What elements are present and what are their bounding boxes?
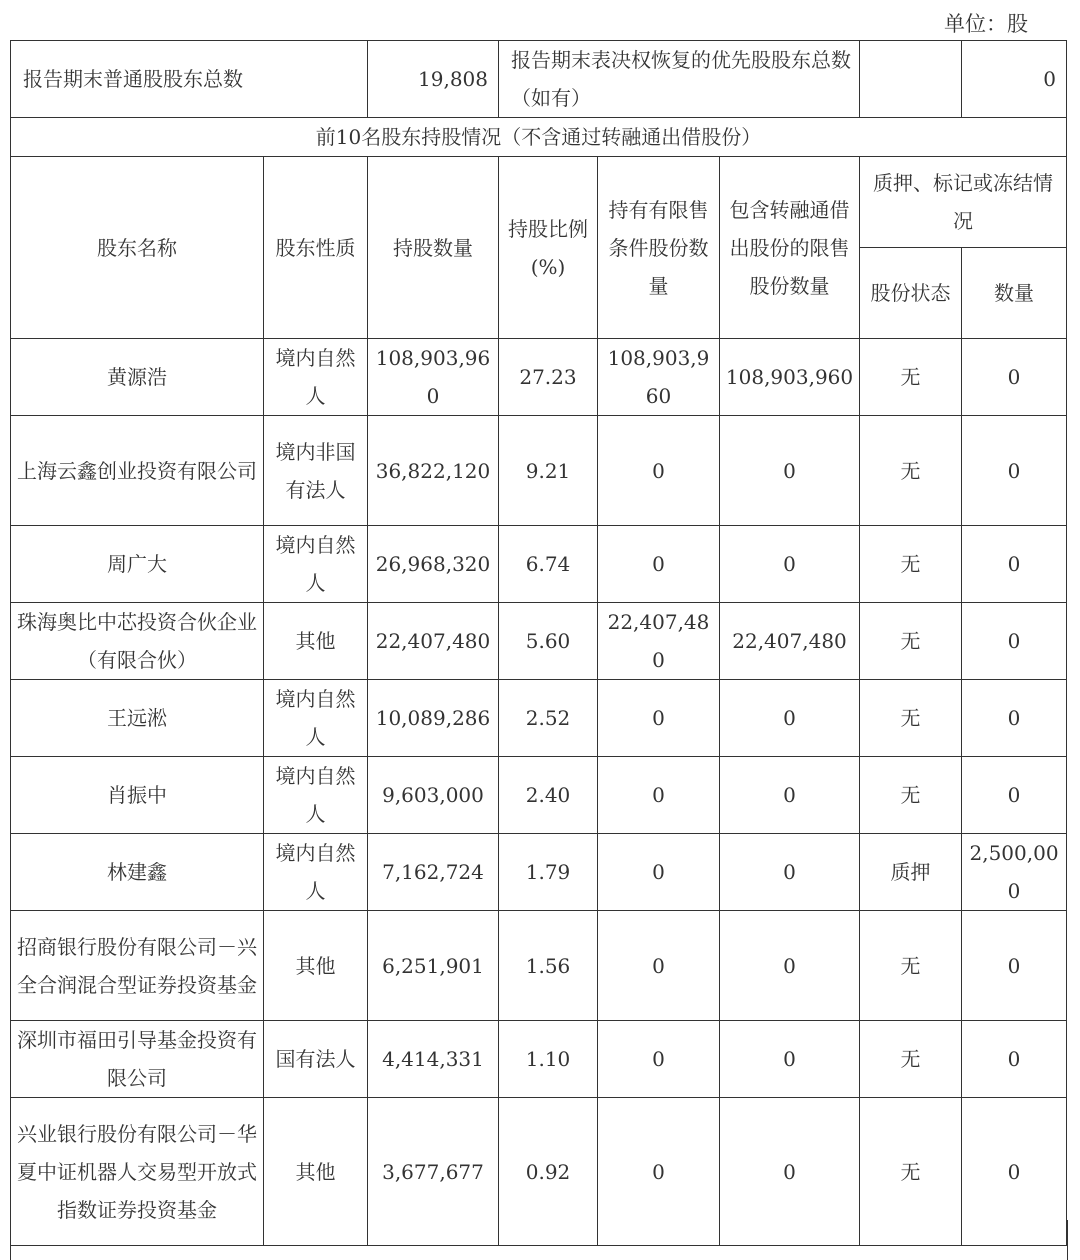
cell-lent: 0	[720, 757, 860, 834]
preferred-holders-value: 0	[962, 41, 1067, 118]
unit-label: 单位：股	[944, 12, 1028, 36]
cell-qty: 0	[962, 1098, 1067, 1246]
cell-status: 无	[860, 1021, 962, 1098]
cell-qty: 0	[962, 603, 1067, 680]
table-row	[11, 834, 1067, 911]
cell-qty: 0	[962, 416, 1067, 526]
cell-shares: 9,603,000	[368, 757, 499, 834]
table-row	[11, 680, 1067, 757]
cell-ratio: 6.74	[499, 526, 598, 603]
section-title-row	[11, 118, 1067, 157]
cell-nature: 境内自然人	[264, 339, 368, 416]
cell-ratio: 1.10	[499, 1021, 598, 1098]
header-pledge-status: 股份状态	[860, 248, 962, 339]
header-lent: 包含转融通借出股份的限售股份数量	[720, 157, 860, 339]
table-row	[11, 416, 1067, 526]
cell-lent: 0	[720, 416, 860, 526]
cell-shares: 22,407,480	[368, 603, 499, 680]
cell-ratio: 1.56	[499, 911, 598, 1021]
cell-restricted: 0	[598, 526, 720, 603]
table-row	[11, 603, 1067, 680]
cell-nature: 境内自然人	[264, 526, 368, 603]
preferred-holders-blank	[860, 41, 962, 118]
cell-restricted: 108,903,960	[598, 339, 720, 416]
cell-restricted: 0	[598, 680, 720, 757]
cell-ratio: 2.52	[499, 680, 598, 757]
cell-status: 无	[860, 680, 962, 757]
cell-qty: 0	[962, 526, 1067, 603]
table-row	[11, 526, 1067, 603]
cell-status: 无	[860, 757, 962, 834]
cell-nature: 其他	[264, 911, 368, 1021]
cell-status: 无	[860, 416, 962, 526]
cell-name: 上海云鑫创业投资有限公司	[11, 416, 264, 526]
cell-name: 林建鑫	[11, 834, 264, 911]
cell-qty: 0	[962, 911, 1067, 1021]
header-name: 股东名称	[11, 157, 264, 339]
cell-shares: 36,822,120	[368, 416, 499, 526]
cell-lent: 0	[720, 680, 860, 757]
cell-name: 珠海奥比中芯投资合伙企业（有限合伙）	[11, 603, 264, 680]
cell-restricted: 0	[598, 911, 720, 1021]
table-row	[11, 339, 1067, 416]
cell-ratio: 2.40	[499, 757, 598, 834]
cell-name: 招商银行股份有限公司－兴全合润混合型证券投资基金	[11, 911, 264, 1021]
table-row	[11, 757, 1067, 834]
cell-qty: 0	[962, 1021, 1067, 1098]
cell-lent: 0	[720, 911, 860, 1021]
common-holders-value: 19,808	[368, 41, 499, 118]
cell-shares: 4,414,331	[368, 1021, 499, 1098]
cell-name: 兴业银行股份有限公司－华夏中证机器人交易型开放式指数证券投资基金	[11, 1098, 264, 1246]
cell-shares: 108,903,960	[368, 339, 499, 416]
next-table-edge	[10, 1220, 1068, 1260]
cell-ratio: 5.60	[499, 603, 598, 680]
cell-shares: 7,162,724	[368, 834, 499, 911]
cell-ratio: 0.92	[499, 1098, 598, 1246]
header-nature: 股东性质	[264, 157, 368, 339]
cell-lent: 0	[720, 834, 860, 911]
cell-lent: 22,407,480	[720, 603, 860, 680]
cell-lent: 108,903,960	[720, 339, 860, 416]
cell-name: 黄源浩	[11, 339, 264, 416]
cell-shares: 6,251,901	[368, 911, 499, 1021]
header-row-1	[11, 157, 1067, 248]
cell-restricted: 0	[598, 416, 720, 526]
cell-name: 深圳市福田引导基金投资有限公司	[11, 1021, 264, 1098]
table-row	[11, 911, 1067, 1021]
cell-shares: 3,677,677	[368, 1098, 499, 1246]
cell-qty: 2,500,000	[962, 834, 1067, 911]
header-pledge-group: 质押、标记或冻结情况	[860, 157, 1067, 248]
header-ratio: 持股比例(%)	[499, 157, 598, 339]
header-pledge-qty: 数量	[962, 248, 1067, 339]
cell-nature: 其他	[264, 1098, 368, 1246]
shareholder-table	[10, 40, 1067, 1246]
cell-restricted: 0	[598, 1098, 720, 1246]
cell-qty: 0	[962, 339, 1067, 416]
table-row	[11, 1021, 1067, 1098]
cell-shares: 26,968,320	[368, 526, 499, 603]
header-restricted: 持有有限售条件股份数量	[598, 157, 720, 339]
cell-status: 无	[860, 603, 962, 680]
cell-shares: 10,089,286	[368, 680, 499, 757]
cell-nature: 其他	[264, 603, 368, 680]
cell-lent: 0	[720, 1098, 860, 1246]
summary-row	[11, 41, 1067, 118]
cell-restricted: 0	[598, 757, 720, 834]
cell-status: 质押	[860, 834, 962, 911]
cell-nature: 境内非国有法人	[264, 416, 368, 526]
header-shares: 持股数量	[368, 157, 499, 339]
cell-restricted: 0	[598, 834, 720, 911]
cell-status: 无	[860, 339, 962, 416]
cell-restricted: 22,407,480	[598, 603, 720, 680]
cell-status: 无	[860, 526, 962, 603]
cell-name: 周广大	[11, 526, 264, 603]
common-holders-label: 报告期末普通股股东总数	[11, 41, 368, 118]
cell-ratio: 1.79	[499, 834, 598, 911]
cell-nature: 境内自然人	[264, 757, 368, 834]
cell-ratio: 9.21	[499, 416, 598, 526]
cell-lent: 0	[720, 1021, 860, 1098]
cell-nature: 境内自然人	[264, 680, 368, 757]
section-title: 前10名股东持股情况（不含通过转融通出借股份）	[11, 118, 1067, 157]
cell-status: 无	[860, 911, 962, 1021]
cell-lent: 0	[720, 526, 860, 603]
cell-ratio: 27.23	[499, 339, 598, 416]
cell-name: 肖振中	[11, 757, 264, 834]
cell-restricted: 0	[598, 1021, 720, 1098]
cell-nature: 境内自然人	[264, 834, 368, 911]
preferred-holders-label: 报告期末表决权恢复的优先股股东总数（如有）	[499, 41, 860, 118]
cell-status: 无	[860, 1098, 962, 1246]
cell-nature: 国有法人	[264, 1021, 368, 1098]
cell-name: 王远淞	[11, 680, 264, 757]
cell-qty: 0	[962, 680, 1067, 757]
cell-qty: 0	[962, 757, 1067, 834]
